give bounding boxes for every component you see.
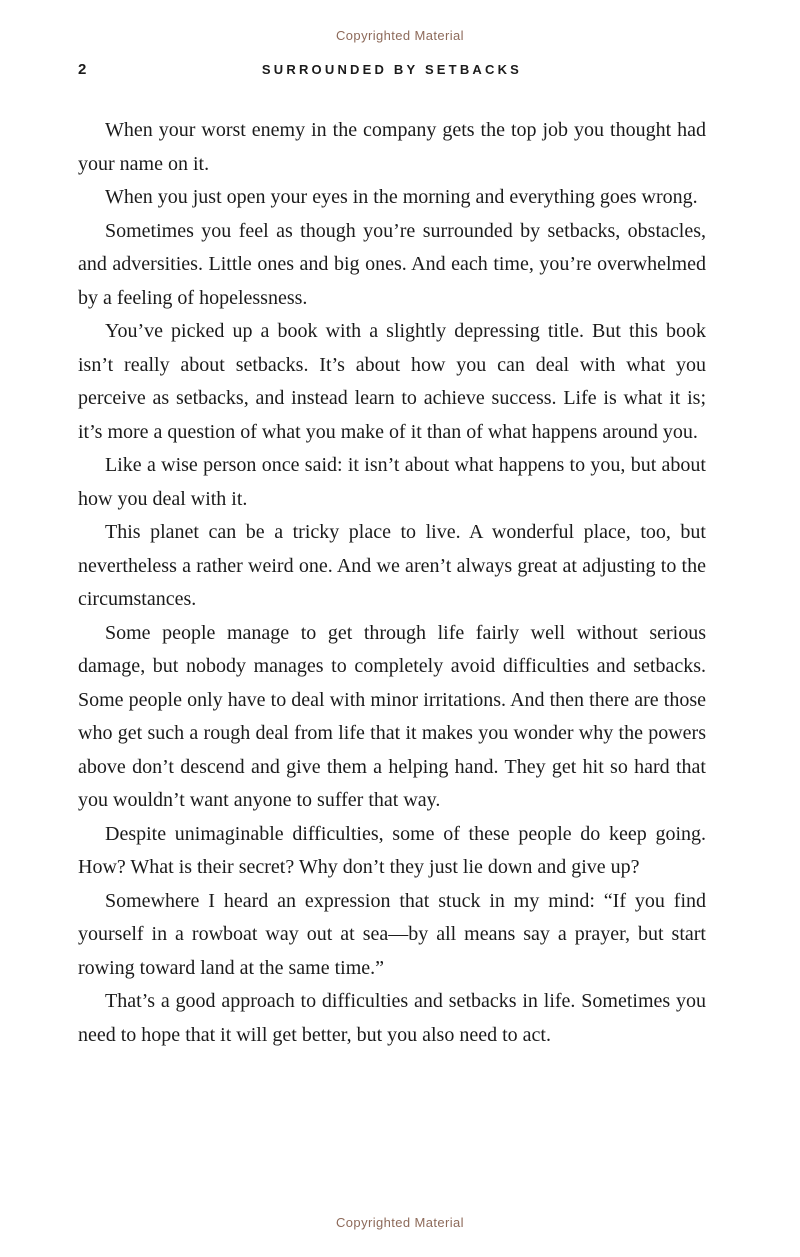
page-number: 2 bbox=[78, 61, 87, 78]
running-header-row bbox=[78, 61, 706, 79]
paragraph: When your worst enemy in the company gets the top job you thought had your name on it. bbox=[78, 119, 706, 175]
paragraph: Some people manage to get through life fairly well without serious damage, but nobody manages to completely avoid difficulties and setbacks. Some people only have to deal with minor irritations. And then there are those who get such a rough deal from life that it makes you wonder why the powers above don’t descend and give them a helping hand. They get hit so hard that you wouldn’t want anyone to suffer that way. bbox=[78, 621, 706, 811]
paragraph: Despite unimaginable difficulties, some of these people do keep going. How? What is their secret? Why don’t they just lie down and give up? bbox=[78, 822, 706, 878]
paragraph: Sometimes you feel as though you’re surrounded by setbacks, obstacles, and adversities. Little ones and big ones. And each time, you’re overwhelmed by a feeling of hopelessness. bbox=[78, 219, 706, 309]
paragraph: That’s a good approach to difficulties and setbacks in life. Sometimes you need to hope that it will get better, but you also need to act. bbox=[78, 990, 706, 1046]
paragraph: When you just open your eyes in the morning and everything goes wrong. bbox=[105, 186, 698, 208]
copyright-notice-bottom: Copyrighted Material bbox=[336, 1215, 464, 1230]
paragraph: Like a wise person once said: it isn’t about what happens to you, but about how you deal with it. bbox=[78, 454, 706, 510]
running-header: SURROUNDED BY SETBACKS bbox=[261, 62, 523, 77]
paragraph: Somewhere I heard an expression that stuck in my mind: “If you find yourself in a rowboat way out at sea—by all means say a prayer, but start rowing toward land at the same time.” bbox=[78, 889, 706, 979]
paragraph: You’ve picked up a book with a slightly depressing title. But this book isn’t really about setbacks. It’s about how you can deal with what you perceive as setbacks, and instead learn to achieve success. Life is what it is; it’s more a question of what you make of it than of what happens around you. bbox=[78, 320, 706, 443]
body-text bbox=[78, 114, 706, 1052]
copyright-notice-top: Copyrighted Material bbox=[336, 28, 464, 43]
paragraph: This planet can be a tricky place to live. A wonderful place, too, but nevertheless a rather weird one. And we aren’t always great at adjusting to the circumstances. bbox=[78, 521, 706, 610]
